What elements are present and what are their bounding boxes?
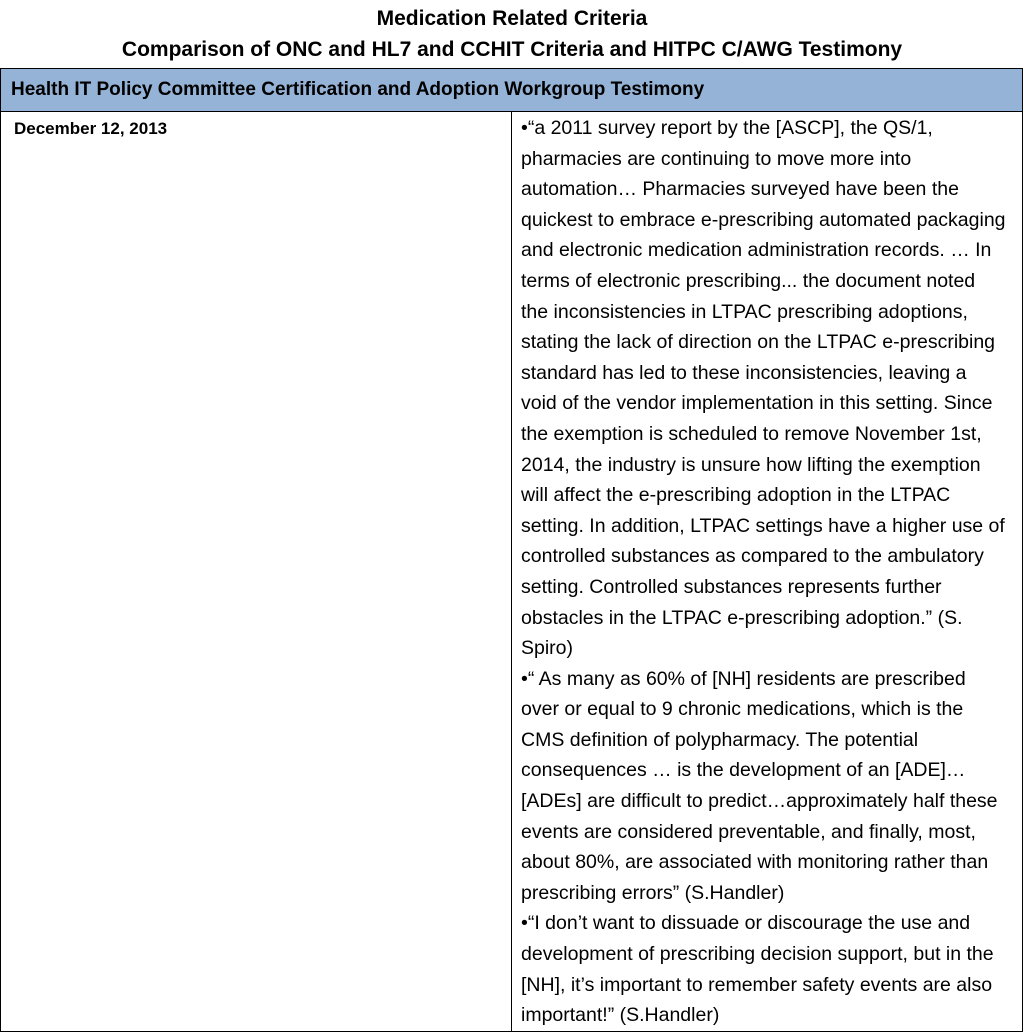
page-title: Medication Related Criteria xyxy=(376,7,648,30)
testimony-bullet-spiro: •“a 2011 survey report by the [ASCP], the QS/1, pharmacies are continuing to move more into automation… Pharmacies surveyed have been the quickest to embrace e-prescribing automated packaging and electronic medication administration records. … In terms of electronic prescribing... the document noted the inconsistencies in LTPAC prescribing adoptions, stating the lack of direction on the LTPAC e-prescribing standard has led to these inconsistencies, leaving a void of the vendor implementation in this setting. Since the exemption is scheduled to remove November 1st, 2014, the industry is unsure how lifting the exemption will affect the e-prescribing adoption in the LTPAC setting. In addition, LTPAC settings have a higher use of controlled substances as compared to the ambulatory setting. Controlled substances represents further obstacles in the LTPAC e-prescribing adoption.” (S. Spiro) xyxy=(521,117,1006,660)
table-header: Health IT Policy Committee Certification and Adoption Workgroup Testimony xyxy=(1,69,1023,112)
date-cell: December 12, 2013 xyxy=(1,112,512,1032)
testimony-bullet-handler-decision-support: •“I don’t want to dissuade or discourage the use and development of prescribing decision support, but in the [NH], it’s important to remember safety events are also important!” (S.Handler) xyxy=(521,912,994,1027)
testimony-content-cell xyxy=(512,112,1023,1032)
testimony-table xyxy=(0,68,1023,1032)
table-header-row xyxy=(1,69,1023,112)
testimony-table-container xyxy=(0,68,1024,1027)
title-block xyxy=(0,0,1024,67)
page-subtitle: Comparison of ONC and HL7 and CCHIT Criteria and HITPC C/AWG Testimony xyxy=(121,38,903,61)
table-row xyxy=(1,112,1023,1032)
testimony-bullet-handler-polypharmacy: •“ As many as 60% of [NH] residents are prescribed over or equal to 9 chronic medications, which is the CMS definition of polypharmacy. The potential consequences … is the development of an [ADE]…[ADEs] are difficult to predict…approximately half these events are considered preventable, and finally, most, about 80%, are associated with monitoring rather than prescribing errors” (S.Handler) xyxy=(521,667,998,904)
